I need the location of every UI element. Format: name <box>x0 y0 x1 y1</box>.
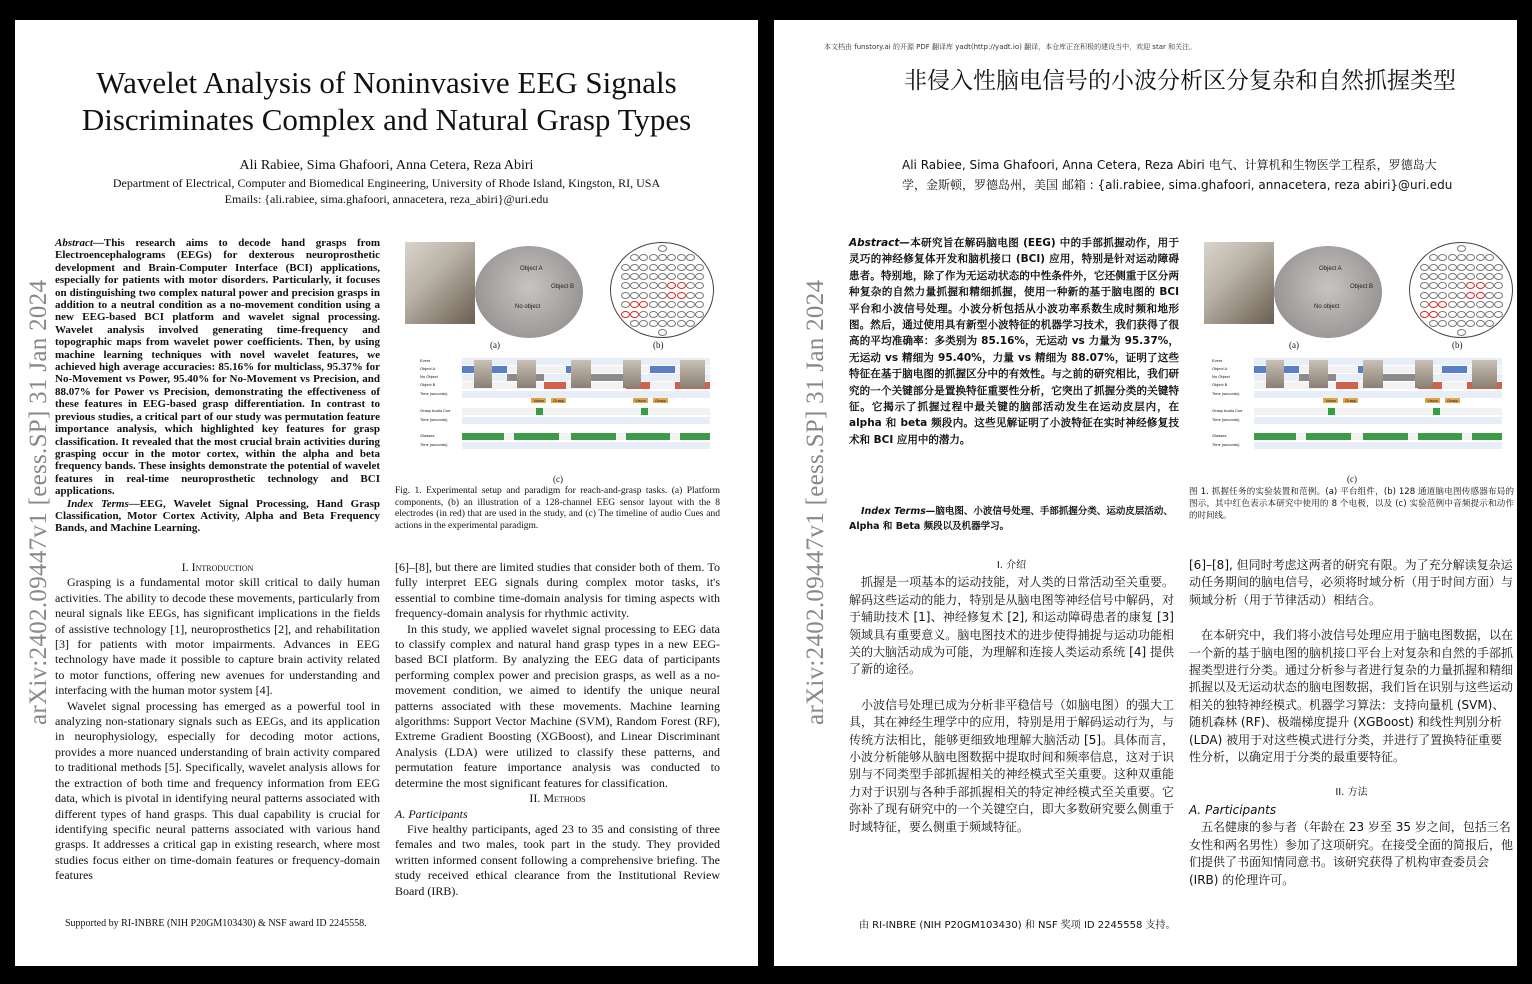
translated-authors-line-2: 学，金斯顿，罗德岛州，美国 邮箱 : {ali.rabiee, sima.ghafoori, annacetera, reza abiri}@uri.edu <box>902 178 1453 192</box>
electrode <box>658 282 667 289</box>
electrode <box>1457 273 1466 280</box>
electrode <box>630 320 639 327</box>
arxiv-stamp: arXiv:2402.09447v1 [eess.SP] 31 Jan 2024 <box>25 279 52 725</box>
electrode <box>1457 292 1466 299</box>
electrode <box>686 282 695 289</box>
electrode <box>1457 282 1466 289</box>
timeline-row <box>1254 391 1502 398</box>
electrode <box>1485 320 1494 327</box>
electrode <box>667 254 676 261</box>
electrode <box>621 273 630 280</box>
electrode <box>695 292 704 299</box>
eeg-head-map <box>610 242 714 338</box>
timeline-row-label: Event <box>420 358 431 363</box>
authors: Ali Rabiee, Sima Ghafoori, Anna Cetera, Reza Abiri <box>239 158 534 173</box>
translated-intro-paragraph-1: 抓握是一项基本的运动技能，对人类的日常活动至关重要。解码这些运动的能力，特别是从脑电图等神经信号中解码，对于辅助技术 [1]、神经修复术 [2], 和运动障碍患者的康复 [3] 领域具有重要意义。脑电图技术的进步使得捕捉与运动功能相关的大脑活动成为可能，为理解和连接人类运动系统 [4] 提供了新的途径。 <box>849 575 1174 677</box>
electrode <box>1448 282 1457 289</box>
electrode <box>649 292 658 299</box>
timeline-row-label: Time (seconds) <box>1212 391 1240 396</box>
electrode <box>1485 282 1494 289</box>
object-b-label-copy: Object B <box>1350 284 1374 290</box>
electrode <box>639 320 648 327</box>
electrode <box>639 273 648 280</box>
electrode <box>1429 282 1438 289</box>
event-block <box>1383 374 1418 381</box>
electrode <box>1485 273 1494 280</box>
event-block <box>544 382 566 389</box>
electrode <box>1429 273 1438 280</box>
timeline-row-label: Grasp Audio Cue <box>1212 408 1243 413</box>
timeline-row <box>1254 417 1502 424</box>
electrode <box>1494 273 1503 280</box>
no-object-label-copy: No object <box>1314 304 1340 310</box>
electrode <box>658 273 667 280</box>
phase-label: Vision <box>1325 398 1337 403</box>
eeg-head-map-copy <box>1409 242 1513 338</box>
electrode <box>686 311 695 318</box>
electrode <box>1420 282 1429 289</box>
glasses-on-segment <box>1306 433 1351 440</box>
electrode <box>1457 254 1466 261</box>
electrode <box>1485 292 1494 299</box>
frame-thumbnail <box>623 360 640 388</box>
electrode <box>1438 264 1447 271</box>
frame-thumbnail <box>680 360 705 388</box>
electrode <box>1494 282 1503 289</box>
electrode <box>1476 254 1485 261</box>
electrode <box>630 254 639 261</box>
glasses-on-segment <box>1418 433 1463 440</box>
translated-panel-a-label: (a) <box>1289 340 1299 350</box>
electrode <box>658 311 667 318</box>
electrode <box>667 264 676 271</box>
timeline-row <box>462 391 710 398</box>
panel-c-label: (c) <box>553 474 563 484</box>
paradigm-timeline <box>420 358 710 473</box>
electrode <box>649 264 658 271</box>
title-line-1: Wavelet Analysis of Noninvasive EEG Signals <box>96 65 677 100</box>
selected-electrode <box>677 292 686 299</box>
translated-abstract <box>849 235 1179 448</box>
funding-footnote: Supported by RI-INBRE (NIH P20GM103430) & NSF award ID 2245558. <box>65 918 367 929</box>
selected-electrode <box>667 292 676 299</box>
translated-abstract-label: Abstract— <box>849 237 910 249</box>
electrode <box>686 292 695 299</box>
electrode <box>649 301 658 308</box>
electrode <box>1448 320 1457 327</box>
electrode <box>1476 320 1485 327</box>
electrode <box>649 282 658 289</box>
electrode <box>1429 264 1438 271</box>
translation-header-note: 本文档由 funstory.ai 的开源 PDF 翻译库 yadt(http://yadt.io) 翻译，本仓库正在积极的建设当中，欢迎 star 和关注。 <box>824 43 1197 51</box>
paragraph-continued: [6]–[8], but there are limited studies that consider both of them. To fully interpret EEG signals during complex motor tasks, it's essential to combine time-domain analysis for timing aspects with frequency-domain analysis for rhythmic activity. <box>395 560 720 621</box>
electrode <box>1438 292 1447 299</box>
selected-electrode <box>1438 301 1447 308</box>
electrode <box>630 292 639 299</box>
timeline-row <box>1254 408 1502 415</box>
abstract-text: This research aims to decode hand grasps from Electroencephalograms (EEGs) for dexterous neuroprosthetic development and Brain-Computer Interface (BCI) applications, especially for patients with motor disorders. Particularly, it focuses on distinguishing two complex natural power and precision grasps in addition to a neutral condition as a no-movement condition using a new EEG-based BCI platform and wavelet signal processing. Wavelet analysis involved generating time-frequency and topographic maps from wavelet power coefficients. Then, by using machine learning techniques with novel wavelet features, we achieved high average accuracies: 85.16% for multiclass, 95.37% for No-Movement vs Power, 95.40% for No-Movement vs Precision, and 88.07% for Power vs Precision, demonstrating the effectiveness of these features in EEG-based grasp differentiation. In contrast to previous studies, a critical part of our study was permutation feature importance analysis, which highlighted key features for grasp classification. It revealed that the most crucial brain activities during grasping occur in the motor cortex, within the alpha and beta frequency bands. These insights demonstrate the potential of wavelet features in real-time neuroprosthetic technology and BCI applications. <box>55 237 380 498</box>
translated-section-intro: I. 介绍 <box>996 560 1027 571</box>
electrode <box>677 254 686 261</box>
timeline-row-label: Object A <box>420 366 436 371</box>
selected-electrode <box>1466 282 1475 289</box>
electrode <box>649 273 658 280</box>
electrode <box>1485 311 1494 318</box>
frame-thumbnail <box>1266 360 1283 388</box>
electrode <box>1429 320 1438 327</box>
electrode <box>639 264 648 271</box>
glasses-on-segment <box>626 433 671 440</box>
electrode <box>677 311 686 318</box>
phase-label: Grasp <box>1345 398 1357 403</box>
electrode <box>639 282 648 289</box>
title-line-2: Discriminates Complex and Natural Grasp Types <box>81 102 692 137</box>
phase-label: Grasp <box>654 398 666 403</box>
original-page <box>15 20 758 966</box>
translated-left-column <box>849 557 1174 836</box>
intro-paragraph-2: Wavelet signal processing has emerged as a powerful tool in analyzing non-stationary signals such as EEGs, and its application in neurophysiology, especially for decoding motor actions, provides a more nuanced understanding of brain activity compared to traditional methods [5]. Specifically, wavelet analysis allows for the extraction of both time and frequency information from EEG data, which is pivotal in identifying neural patterns associated with different types of hand grasps. This dual capability is crucial for identifying specific neural patterns associated with various hand grasps. It addresses a critical gap in existing research, where most studies focus either on time-domain features or frequency-domain features <box>55 698 380 883</box>
electrode <box>1448 254 1457 261</box>
phase-label: Vision <box>635 398 646 403</box>
selected-electrode <box>677 282 686 289</box>
electrode <box>630 282 639 289</box>
electrode <box>677 273 686 280</box>
electrode <box>686 273 695 280</box>
electrode <box>1448 301 1457 308</box>
electrode <box>658 254 667 261</box>
electrode <box>1466 264 1475 271</box>
electrode <box>1420 264 1429 271</box>
selected-electrode <box>1429 311 1438 318</box>
audio-cue-marker <box>536 408 543 415</box>
glasses-on-segment <box>571 433 616 440</box>
selected-electrode <box>1476 292 1485 299</box>
translated-title: 非侵入性脑电信号的小波分析区分复杂和自然抓握类型 <box>904 68 1456 94</box>
event-block <box>650 366 675 373</box>
translated-figure-1 <box>1204 242 1517 492</box>
timeline-row-label: Object A <box>1212 366 1228 371</box>
participants-paragraph: Five healthy participants, aged 23 to 35 and consisting of three females and two males, took part in the study. They provided written informed consent following a comprehensive briefing. The study received ethical clearance from the Institutional Review Board (IRB). <box>395 821 720 898</box>
electrode <box>1420 273 1429 280</box>
timeline-row-label: Time (seconds) <box>1212 442 1240 447</box>
electrode <box>658 264 667 271</box>
frame-thumbnail <box>1415 360 1432 388</box>
electrode <box>1476 311 1485 318</box>
selected-electrode <box>1466 292 1475 299</box>
electrode <box>1457 245 1466 252</box>
timeline-row-label: No Object <box>1212 374 1230 379</box>
intro-paragraph-1: Grasping is a fundamental motor skill critical to daily human activities. The ability to decode these movements, particularly from neural signals like EEGs, has significant implications in the fields of assistive technology [1], neuroprosthetics [2], and rehabilitation [3] for patients with motor impairments. Advances in EEG technology have made it possible to capture brain activity related to motor functions, offering new avenues for understanding and interfacing with the human motor system [4]. <box>55 575 380 698</box>
electrode <box>695 264 704 271</box>
section-heading-methods: II. Methods <box>529 791 586 806</box>
selected-electrode <box>667 282 676 289</box>
translated-participants-paragraph: 五名健康的参与者（年龄在 23 岁至 35 岁之间，包括三名女性和两名男性）参加了这项研究。在接受全面的简报后，他们提供了书面知情同意书。该研究获得了机构审查委员会 (IRB) 的伦理许可。 <box>1189 820 1514 887</box>
electrode <box>1485 254 1494 261</box>
electrode <box>1494 311 1503 318</box>
event-block <box>1336 382 1358 389</box>
electrode <box>1494 301 1503 308</box>
glasses-on-segment <box>1363 433 1408 440</box>
translated-figure-caption: 图 1. 抓握任务的实验装置和范例。(a) 平台组件，(b) 128 通道脑电图传感器布局的图示，其中红色表示本研究中使用的 8 个电极，以及 (c) 实验范例中音频提示和动作的时间线。 <box>1189 487 1514 521</box>
electrode <box>1466 301 1475 308</box>
selected-electrode <box>630 311 639 318</box>
timeline-row-label: Time (seconds) <box>1212 417 1240 422</box>
electrode <box>695 282 704 289</box>
electrode <box>1420 292 1429 299</box>
timeline-row-label: Object B <box>420 382 436 387</box>
electrode <box>1448 292 1457 299</box>
electrode <box>1438 273 1447 280</box>
electrode <box>695 273 704 280</box>
electrode <box>1420 301 1429 308</box>
index-terms-label: Index Terms— <box>67 497 140 510</box>
electrode <box>686 264 695 271</box>
electrode <box>1466 320 1475 327</box>
translated-funding-footnote: 由 RI-INBRE (NIH P20GM103430) 和 NSF 奖项 ID 2245558 支持。 <box>859 920 1176 931</box>
paper-title <box>55 64 718 138</box>
right-column <box>395 560 720 899</box>
emails: Emails: {ali.rabiee, sima.ghafoori, annacetera, reza_abiri}@uri.edu <box>224 192 549 206</box>
electrode <box>1476 264 1485 271</box>
translated-authors <box>902 155 1502 195</box>
selected-electrode <box>1429 301 1438 308</box>
left-column <box>55 560 380 884</box>
electrode <box>621 282 630 289</box>
electrode <box>1448 264 1457 271</box>
phase-label: Grasp <box>553 398 565 403</box>
electrode <box>1457 329 1466 336</box>
electrode <box>686 301 695 308</box>
electrode <box>1485 264 1494 271</box>
selected-electrode <box>1420 311 1429 318</box>
electrode <box>1466 254 1475 261</box>
electrode <box>1438 320 1447 327</box>
electrode <box>1485 301 1494 308</box>
timeline-row-label: Grasp Audio Cue <box>420 408 451 413</box>
electrode <box>1457 320 1466 327</box>
electrode <box>1494 264 1503 271</box>
translated-intro-paragraph-2: 小波信号处理已成为分析非平稳信号（如脑电图）的强大工具，其在神经生理学中的应用，特别是用于解码运动行为，与传统方法相比，能够更细致地理解大脑活动 [5]。具体而言，小波分析能够从脑电图数据中提取时间和频率信息，这对于识别与不同类型手部抓握相关的神经模式至关重要。这种双重能力对于识别与各种手部抓握相关的特定神经模式至关重要。它弥补了现有研究中的一个关键空白，即大多数研究要么侧重于时域特征，要么侧重于频域特征。 <box>849 697 1174 834</box>
timeline-row <box>462 417 710 424</box>
glasses-on-segment <box>514 433 559 440</box>
object-wheel <box>475 246 583 338</box>
panel-b-label: (b) <box>653 340 664 350</box>
frame-thumbnail <box>1363 360 1383 388</box>
phase-label: Grasp <box>1446 398 1458 403</box>
platform-photo-copy <box>1204 242 1274 324</box>
abstract-label: Abstract— <box>55 237 104 249</box>
electrode <box>695 301 704 308</box>
section-heading-intro: I. Introduction <box>181 560 254 574</box>
electrode <box>667 273 676 280</box>
electrode <box>1438 254 1447 261</box>
electrode <box>1448 311 1457 318</box>
translated-panel-b-label: (b) <box>1452 340 1463 350</box>
electrode <box>1448 273 1457 280</box>
timeline-row-label: Object B <box>1212 382 1228 387</box>
electrode <box>639 311 648 318</box>
electrode <box>630 273 639 280</box>
electrode <box>649 320 658 327</box>
selected-electrode <box>621 311 630 318</box>
translated-right-column <box>1189 557 1514 889</box>
translated-abstract-text: 本研究旨在解码脑电图 (EEG) 中的手部抓握动作，用于灵巧的神经修复体开发和脑机接口 (BCI) 应用，特别是针对运动障碍患者。特别地，除了作为无运动状态的中性条件外，它还侧重于区分两种复杂的自然力量抓握和精细抓握，使用一种新的基于脑电图的 BCI 平台和小波信号处理。小波分析包括从小波功率系数生成时频和地形图。然后，通过使用具有新型小波特征的机器学习技术，我们获得了很高的平均准确率：多类别为 85.16%，无运动 vs 力量为 95.37%，无运动 vs 精细为 95.40%，力量 vs 精细为 88.07%，证明了这些特征在基于脑电图的抓握区分中的有效性。与之前的研究相比，我们研究的一个关键部分是置换特征重要性分析，它突出了抓握分类的关键特征。它揭示了抓握过程中最关键的脑部活动发生在运动皮层内，在 alpha 和 beta 频段内。这些见解证明了小波特征在实时神经修复技术和 BCI 应用中的潜力。 <box>849 237 1179 446</box>
electrode <box>658 301 667 308</box>
arxiv-stamp-translated: arXiv:2402.09447v1 [eess.SP] 31 Jan 2024 <box>802 279 829 725</box>
frame-thumbnail <box>517 360 537 388</box>
electrode <box>677 320 686 327</box>
affiliation: Department of Electrical, Computer and Biomedical Engineering, University of Rhode Island, Kingston, RI, USA <box>112 176 661 190</box>
figure-caption: Fig. 1. Experimental setup and paradigm for reach-and-grasp tasks. (a) Platform components, (b) an illustration of a 128-channel EEG sensor layout with the 8 electrodes (in red) that are used in the study, and (c) The timeline of audio Cues and actions in the experimental paradigm. <box>395 486 720 531</box>
electrode <box>639 254 648 261</box>
translated-section-methods: II. 方法 <box>1335 787 1368 799</box>
selected-electrode <box>639 301 648 308</box>
translated-panel-c-label: (c) <box>1347 474 1357 484</box>
timeline-row-label: No Object <box>420 374 438 379</box>
event-block <box>1442 366 1467 373</box>
electrode <box>686 254 695 261</box>
panel-a-label: (a) <box>490 340 500 350</box>
figure-1 <box>405 242 725 492</box>
timeline-row-label: Event <box>1212 358 1223 363</box>
electrode <box>630 264 639 271</box>
electrode <box>639 292 648 299</box>
selected-electrode <box>1476 282 1485 289</box>
electrode <box>667 301 676 308</box>
electrode <box>667 311 676 318</box>
electrode <box>1466 273 1475 280</box>
electrode <box>1476 273 1485 280</box>
timeline-row-label: Glasses <box>1212 433 1227 438</box>
phase-label: Vision <box>533 398 545 403</box>
electrode <box>658 292 667 299</box>
electrode <box>1494 292 1503 299</box>
translated-study-paragraph: 在本研究中，我们将小波信号处理应用于脑电图数据，以在一个新的基于脑电图的脑机接口平台上对复杂和自然的手部抓握类型进行分类。通过分析参与者进行复杂的力量抓握和精细抓握以及无运动状态的脑电图数据，我们旨在识别与这些运动相关的独特神经模式。机器学习算法：支持向量机 (SVM)、随机森林 (RF)、极端梯度提升 (XGBoost) 和线性判别分析 (LDA) 被用于对这些模式进行分类，并进行了置换特征重要性分析，以确定用于分类的最重要特征。 <box>1189 628 1514 765</box>
object-b-label: Object B <box>551 284 575 290</box>
electrode <box>649 254 658 261</box>
no-object-label: No object <box>515 304 541 310</box>
platform-photo <box>405 242 475 324</box>
electrode <box>667 320 676 327</box>
audio-cue-marker <box>1433 408 1440 415</box>
frame-thumbnail <box>474 360 491 388</box>
translated-index-label: Index Terms— <box>861 506 936 517</box>
electrode <box>621 292 630 299</box>
frame-thumbnail <box>571 360 591 388</box>
subsection-participants: A. Participants <box>395 806 468 821</box>
electrode <box>658 245 667 252</box>
timeline-row-label: Glasses <box>420 433 435 438</box>
electrode <box>658 329 667 336</box>
electrode <box>1457 264 1466 271</box>
object-wheel-copy <box>1274 246 1382 338</box>
electrode <box>621 301 630 308</box>
electrode <box>677 301 686 308</box>
electrode <box>1466 311 1475 318</box>
selected-electrode <box>630 301 639 308</box>
electrode <box>1429 292 1438 299</box>
index-terms: EEG, Wavelet Signal Processing, Hand Grasp Classification, Motor Cortex Activity, Alpha and Beta Frequency Bands, and Machine Learning. <box>55 497 380 535</box>
audio-cue-marker <box>641 408 648 415</box>
translated-subsection-participants: A. Participants <box>1189 802 1277 817</box>
timeline-row-label: Time (seconds) <box>420 417 448 422</box>
electrode <box>1457 301 1466 308</box>
electrode <box>1438 282 1447 289</box>
translated-index-text: 脑电图、小波信号处理、手部抓握分类、运动皮层活动、Alpha 和 Beta 频段以及机器学习。 <box>849 506 1173 532</box>
electrode <box>1457 311 1466 318</box>
timeline-row-label: Time (seconds) <box>420 442 448 447</box>
frame-thumbnail <box>1472 360 1497 388</box>
electrode <box>1476 301 1485 308</box>
electrode <box>695 311 704 318</box>
object-a-label-copy: Object A <box>1319 266 1342 272</box>
electrode <box>658 320 667 327</box>
glasses-on-segment <box>462 433 504 440</box>
electrode <box>621 264 630 271</box>
object-a-label: Object A <box>520 266 543 272</box>
translated-authors-line-1: Ali Rabiee, Sima Ghafoori, Anna Cetera, Reza Abiri 电气、计算机和生物医学工程系，罗德岛大 <box>902 158 1437 172</box>
frame-thumbnail <box>1309 360 1329 388</box>
translated-index-terms <box>849 504 1179 534</box>
timeline-row-label: Time (seconds) <box>420 391 448 396</box>
translated-paragraph-continued: [6]–[8], 但同时考虑这两者的研究有限。为了充分解读复杂运动任务期间的脑电信号，必须将时域分析（用于时间方面）与频域分析（用于节律活动）相结合。 <box>1189 558 1514 607</box>
electrode <box>1438 311 1447 318</box>
timeline-row <box>462 442 710 449</box>
abstract <box>55 237 380 535</box>
phase-label: Vision <box>1427 398 1438 403</box>
electrode <box>686 320 695 327</box>
paradigm-timeline-copy <box>1212 358 1502 473</box>
electrode <box>677 264 686 271</box>
glasses-on-segment <box>680 433 710 440</box>
timeline-row <box>462 408 710 415</box>
timeline-row <box>1254 442 1502 449</box>
audio-cue-marker <box>1328 408 1335 415</box>
event-block <box>591 374 626 381</box>
glasses-on-segment <box>1254 433 1296 440</box>
study-paragraph: In this study, we applied wavelet signal processing to EEG data to classify complex and natural hand grasp types in a new EEG-based BCI platform. By analyzing the EEG data of participants performing complex power and precision grasps, as well as a no-movement condition, we aimed to identify the unique neural patterns associated with these movements. Machine learning algorithms: Support Vector Machine (SVM), Random Forest (RF), Extreme Gradient Boosting (XGBoost), and Linear Discriminant Analysis (LDA) were utilized to classify these patterns, and permutation feature importance analysis was conducted to determine the most significant features for classification. <box>395 621 720 790</box>
glasses-on-segment <box>1472 433 1502 440</box>
electrode <box>1429 254 1438 261</box>
translated-page <box>774 20 1517 966</box>
electrode <box>649 311 658 318</box>
